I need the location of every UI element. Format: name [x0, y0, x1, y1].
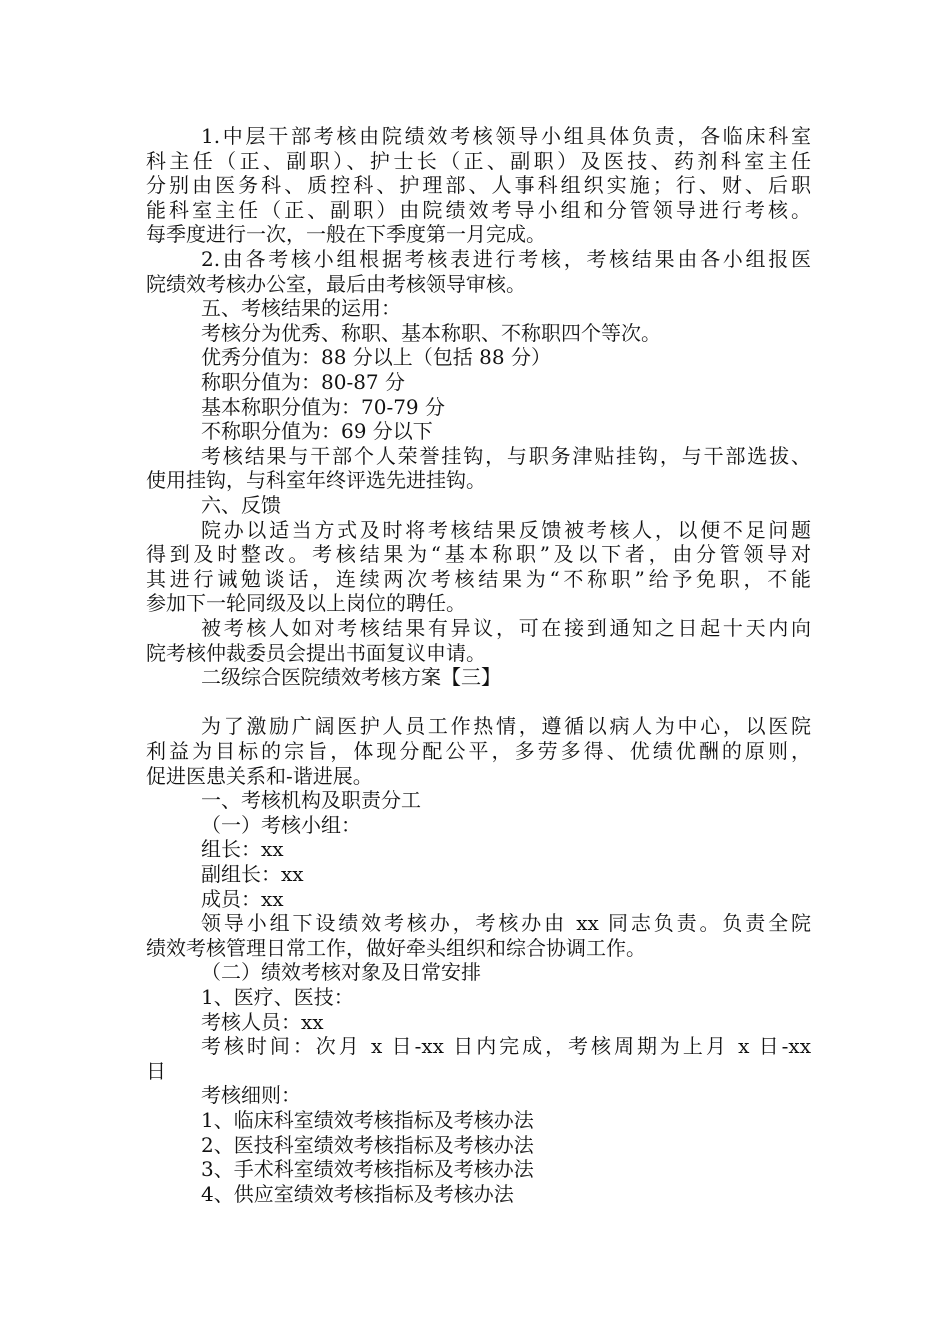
text-line: 得到及时整改。考核结果为“基本称职”及以下者，由分管领导对	[146, 542, 811, 567]
text-line: 2、医技科室绩效考核指标及考核办法	[201, 1132, 534, 1157]
text-line: 院绩效考核办公室，最后由考核领导审核。	[146, 271, 526, 296]
text-line: 1.中层干部考核由院绩效考核领导小组具体负责，各临床科室	[201, 124, 811, 148]
text-line: 六、反馈	[201, 493, 281, 517]
text-line: 考核细则：	[201, 1083, 301, 1108]
text-line: 副组长：xx	[201, 862, 304, 886]
text-line: （一）考核小组：	[201, 812, 361, 837]
text-line: 科主任（正、副职）、护士长（正、副职）及医技、药剂科室主任	[146, 148, 811, 173]
text-line: 组长：xx	[201, 837, 284, 862]
text-line: 不称职分值为：69 分以下	[201, 419, 433, 444]
text-line: 被考核人如对考核结果有异议，可在接到通知之日起十天内向	[201, 616, 811, 640]
text-line: （二）绩效考核对象及日常安排	[201, 960, 481, 985]
text-line: 领导小组下设绩效考核办，考核办由 xx 同志负责。负责全院	[201, 911, 811, 936]
text-line: 1、医疗、医技：	[201, 985, 354, 1009]
text-line: 能科室主任（正、副职）由院绩效考导小组和分管领导进行考核。	[146, 197, 811, 222]
text-line: 3、手术科室绩效考核指标及考核办法	[201, 1157, 534, 1182]
text-line: 分别由医务科、质控科、护理部、人事科组织实施；行、财、后职	[146, 173, 811, 198]
text-line: 2.由各考核小组根据考核表进行考核，考核结果由各小组报医	[201, 247, 811, 271]
text-line: 优秀分值为：88 分以上（包括 88 分）	[201, 345, 551, 370]
text-line: 促进医患关系和-谐进展。	[146, 763, 373, 788]
text-line: 其进行诫勉谈话，连续两次考核结果为“不称职”给予免职，不能	[146, 566, 811, 591]
text-line: 绩效考核管理日常工作，做好牵头组织和综合协调工作。	[146, 935, 646, 960]
text-line: 五、考核结果的运用：	[201, 296, 401, 321]
blank-line	[146, 690, 811, 715]
text-line: 考核时间：次月 x 日-xx 日内完成，考核周期为上月 x 日-xx	[201, 1034, 811, 1059]
text-line: 利益为目标的宗旨，体现分配公平，多劳多得、优绩优酬的原则，	[146, 739, 811, 763]
text-line: 为了激励广阔医护人员工作热情，遵循以病人为中心，以医院	[201, 714, 811, 739]
text-line: 基本称职分值为：70-79 分	[201, 394, 446, 419]
text-line: 院考核仲裁委员会提出书面复议申请。	[146, 640, 486, 665]
text-line: 参加下一轮同级及以上岗位的聘任。	[146, 591, 466, 616]
text-line: 二级综合医院绩效考核方案【三】	[201, 665, 501, 690]
text-line: 使用挂钩，与科室年终评选先进挂钩。	[146, 468, 486, 493]
text-line: 考核结果与干部个人荣誉挂钩，与职务津贴挂钩，与干部选拔、	[201, 443, 811, 468]
text-line: 一、考核机构及职责分工	[201, 788, 421, 813]
text-line: 院办以适当方式及时将考核结果反馈被考核人，以便不足问题	[201, 517, 811, 542]
text-line: 成员：xx	[201, 886, 284, 911]
text-line: 4、供应室绩效考核指标及考核办法	[201, 1181, 514, 1206]
text-line: 称职分值为：80-87 分	[201, 370, 406, 394]
text-line: 每季度进行一次，一般在下季度第一月完成。	[146, 222, 546, 247]
text-line: 1、临床科室绩效考核指标及考核办法	[201, 1108, 534, 1132]
text-line: 日	[146, 1058, 166, 1083]
text-line: 考核人员：xx	[201, 1009, 324, 1034]
text-line: 考核分为优秀、称职、基本称职、不称职四个等次。	[201, 320, 661, 345]
